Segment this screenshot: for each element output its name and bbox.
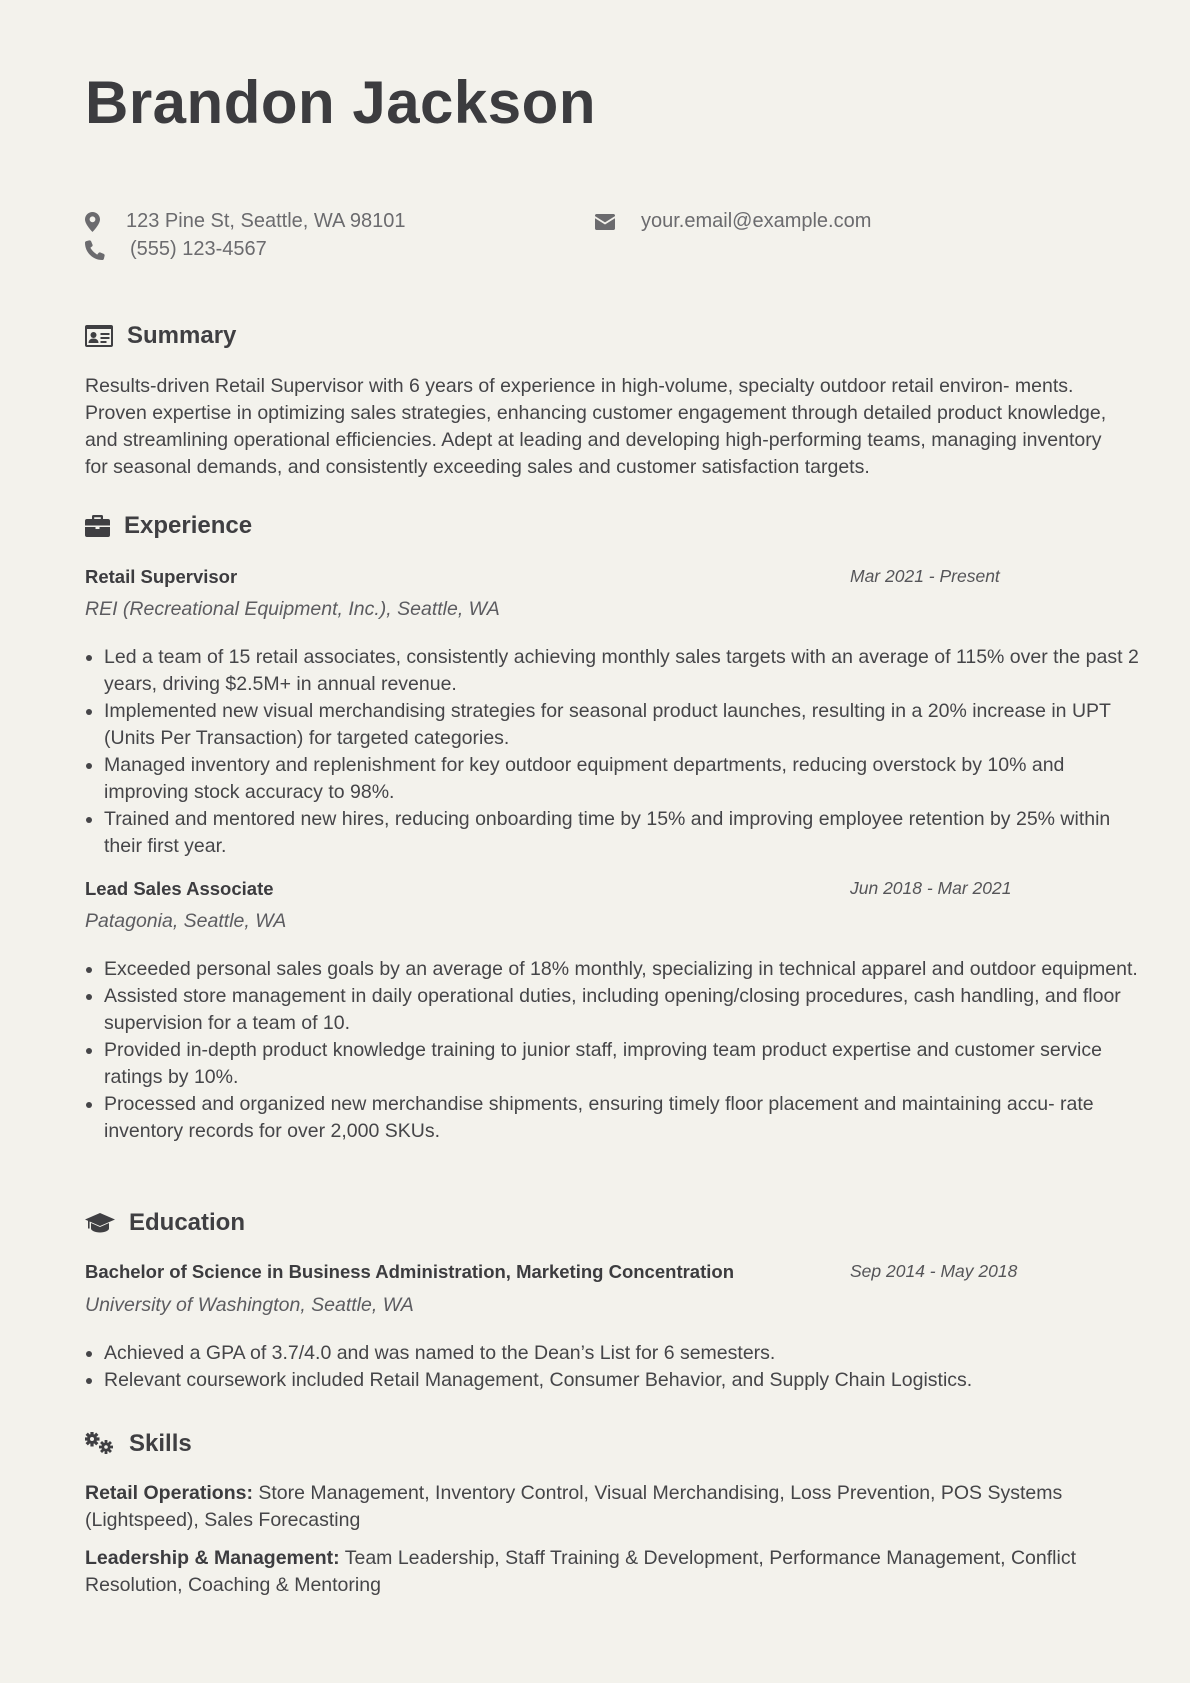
contact-phone xyxy=(85,238,267,261)
job-title: Lead Sales Associate xyxy=(85,878,274,899)
address-text: 123 Pine St, Seattle, WA 98101 xyxy=(126,210,406,232)
list-item: • Implemented new visual merchandising strategies for seasonal product launches, resulting in a 20% increase in UPT (Units Per Transaction) for targeted categories. xyxy=(104,698,1144,752)
phone-icon xyxy=(85,240,105,260)
id-card-icon xyxy=(85,325,113,347)
school-name: University of Washington, Seattle, WA xyxy=(85,1294,414,1316)
education-bullet-list xyxy=(85,1340,1144,1394)
job-bullet-list xyxy=(85,644,1144,860)
skills-title: Skills xyxy=(129,1430,192,1457)
experience-heading xyxy=(85,512,252,540)
education-heading xyxy=(85,1209,245,1237)
candidate-name: Brandon Jackson xyxy=(85,69,596,136)
job-bullet-list xyxy=(85,956,1144,1145)
degree-title: Bachelor of Science in Business Administration, Marketing Concentration xyxy=(85,1261,734,1282)
map-marker-icon xyxy=(85,212,100,232)
list-item: • Exceeded personal sales goals by an average of 18% monthly, specializing in technical apparel and outdoor equipment. xyxy=(104,956,1144,983)
graduation-cap-icon xyxy=(85,1212,115,1234)
cogs-icon xyxy=(85,1432,115,1456)
summary-text: Results-driven Retail Supervisor with 6 years of experience in high-volume, specialty outdoor retail environ- ments. Proven expertise in optimizing sales strategies, enhancing customer engagement through detailed product knowledge, and streamlining operational efficiencies. Adept at leading and developing high-performing teams, managing inventory for seasonal demands, and consistently exceeding sales and customer satisfaction targets. xyxy=(85,375,1107,478)
job-date: Jun 2018 - Mar 2021 xyxy=(850,878,1012,898)
skill-line xyxy=(85,1480,1125,1534)
email-text: your.email@example.com xyxy=(641,210,872,232)
briefcase-icon xyxy=(85,515,110,537)
list-item: • Relevant coursework included Retail Management, Consumer Behavior, and Supply Chain Logistics. xyxy=(104,1367,1144,1394)
job-organization: Patagonia, Seattle, WA xyxy=(85,910,287,932)
education-date: Sep 2014 - May 2018 xyxy=(850,1261,1018,1281)
list-item: • Processed and organized new merchandise shipments, ensuring timely floor placement and maintaining accu- rate inventory records for over 2,000 SKUs. xyxy=(104,1091,1144,1145)
skills-heading xyxy=(85,1430,192,1458)
list-item: • Provided in-depth product knowledge training to junior staff, improving team product expertise and customer service ratings by 10%. xyxy=(104,1037,1144,1091)
list-item: • Trained and mentored new hires, reducing onboarding time by 15% and improving employee retention by 25% within their first year. xyxy=(104,806,1144,860)
skill-label: Leadership & Management: xyxy=(85,1547,340,1569)
education-title: Education xyxy=(129,1209,246,1236)
summary-heading xyxy=(85,322,236,350)
contact-address xyxy=(85,210,405,233)
skill-text: Team Leadership, Staff Training & Development, Performance Management, Conflict Resolution, Coaching & Mentoring xyxy=(85,1547,1076,1596)
list-item: • Achieved a GPA of 3.7/4.0 and was named to the Dean’s List for 6 semesters. xyxy=(104,1340,1144,1367)
summary-title: Summary xyxy=(127,322,237,349)
skill-text: Store Management, Inventory Control, Visual Merchandising, Loss Prevention, POS Systems (Lightspeed), Sales Forecasting xyxy=(85,1482,1063,1531)
contact-email xyxy=(595,210,871,233)
list-item: • Assisted store management in daily operational duties, including opening/closing procedures, cash handling, and floor supervision for a team of 10. xyxy=(104,983,1144,1037)
list-item: • Led a team of 15 retail associates, consistently achieving monthly sales targets with an average of 115% over the past 2 years, driving $2.5M+ in annual revenue. xyxy=(104,644,1144,698)
job-title: Retail Supervisor xyxy=(85,566,238,587)
list-item: • Managed inventory and replenishment for key outdoor equipment departments, reducing overstock by 10% and improving stock accuracy to 98%. xyxy=(104,752,1144,806)
skill-label: Retail Operations: xyxy=(85,1482,253,1504)
phone-text: (555) 123-4567 xyxy=(130,238,267,260)
job-date: Mar 2021 - Present xyxy=(850,566,1000,586)
job-organization: REI (Recreational Equipment, Inc.), Seattle, WA xyxy=(85,598,500,620)
experience-title: Experience xyxy=(124,512,253,539)
envelope-icon xyxy=(595,214,615,230)
skill-line xyxy=(85,1545,1125,1599)
